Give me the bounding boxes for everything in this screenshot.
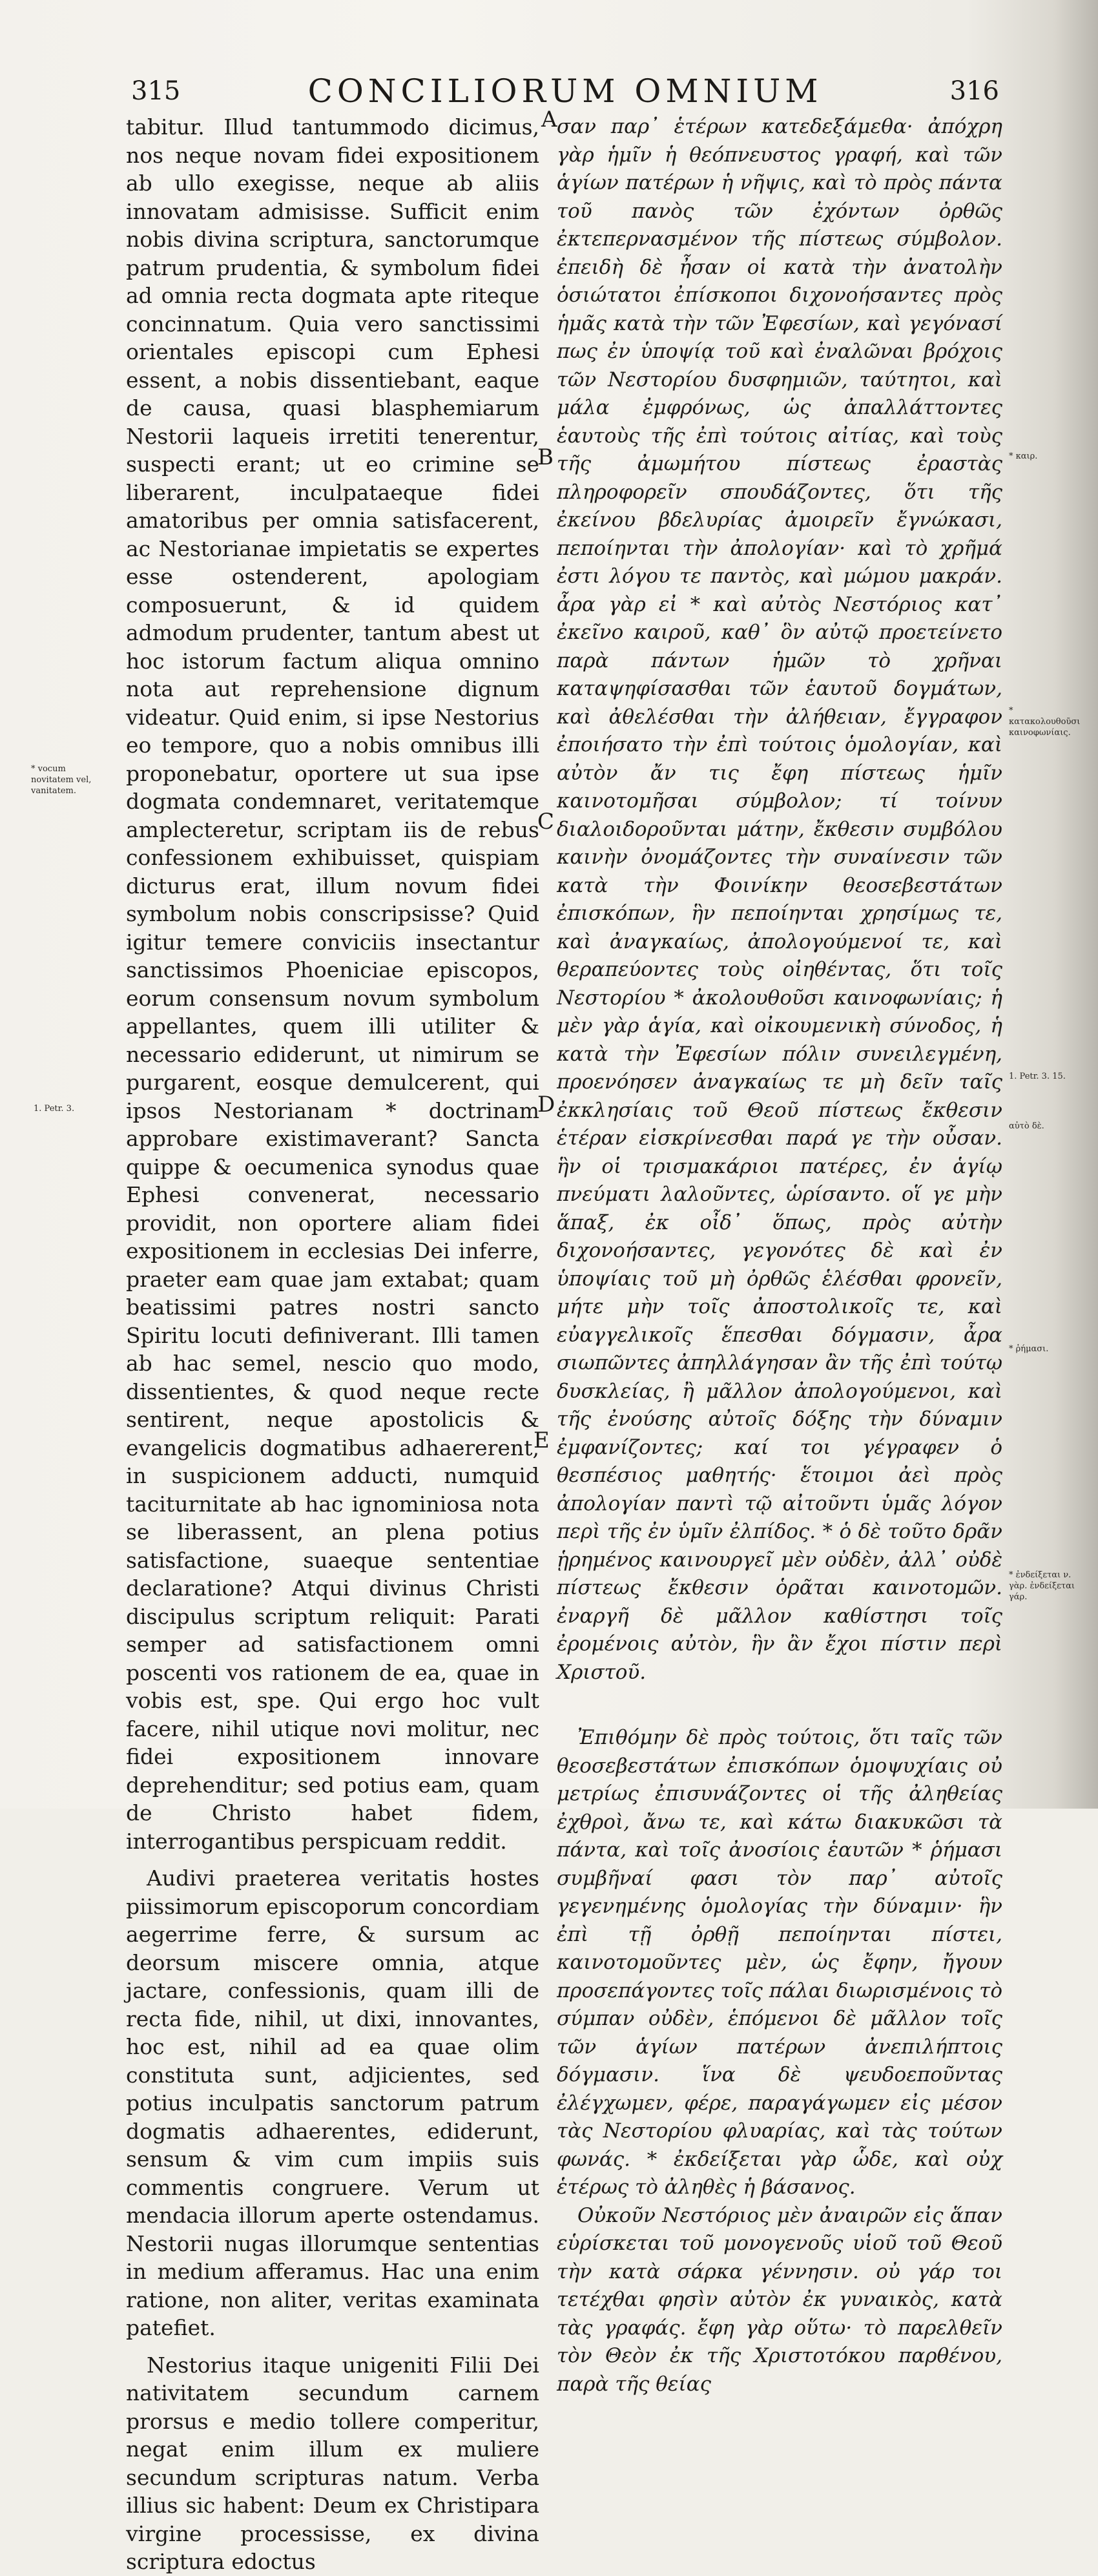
greek-column bbox=[557, 113, 1002, 2396]
section-marker-b: B bbox=[537, 444, 554, 470]
margin-note-right: αὐτὸ δὲ. bbox=[1009, 1121, 1044, 1131]
section-marker-d: D bbox=[537, 1092, 555, 1117]
margin-note-right: * ἐνδείξεται ν. γὰρ. ἐνδείξεται γάρ. bbox=[1009, 1570, 1075, 1602]
margin-note-right: 1. Petr. 3. 15. bbox=[1009, 1072, 1066, 1081]
margin-note-right: * κατακολουθοῦσι καινοφωνίαις. bbox=[1009, 706, 1081, 738]
margin-note-left: 1. Petr. 3. bbox=[34, 1104, 75, 1114]
margin-note-left: * vocum novitatem vel, vanitatem. bbox=[31, 764, 92, 796]
running-head bbox=[126, 72, 1004, 111]
section-marker-a: A bbox=[541, 107, 557, 132]
latin-column bbox=[126, 113, 539, 2574]
running-title: CONCILIORUM OMNIUM bbox=[307, 72, 823, 110]
margin-note-right: * καιρ. bbox=[1009, 452, 1038, 461]
margin-note-right: * ῥήμασι. bbox=[1009, 1344, 1049, 1354]
greek-paragraph: σαν παρ᾽ ἑτέρων κατεδεξάμεθα· ἀπόχρη γὰρ ἡμῖν ἡ θεόπνευστος γραφή, καὶ τῶν ἁγίων πατέρων ἡ νῆψις, καὶ τὸ πρὸς πάντα τοῦ πανὸς τῶν ἐχόντων ὀρθῶς ἐκτεπερνασμένον τῆς πίστεως σύμβολον. ἐπειδὴ δὲ ἦσαν οἱ κατὰ τὴν ἀνατολὴν ὁσιώτατοι ἐπίσκοποι διχονοήσαντες πρὸς ἡμᾶς κατὰ τὴν τῶν Ἐφεσίων, καὶ γεγόνασί πως ἐν ὑποψίᾳ τοῦ καὶ ἐναλῶναι βρόχοις τῶν Νεστορίου δυσφημιῶν, ταύτητοι, καὶ μάλα ἐμφρόνως, ὡς ἀπαλλάττοντες ἑαυτοὺς τῆς ἐπὶ τούτοις αἰτίας, καὶ τοὺς τῆς ἀμωμήτου πίστεως ἐραστὰς πληροφορεῖν σπουδάζοντες, ὅτι τῆς ἐκείνου βδελυρίας ἀμοιρεῖν ἔγνώκασι, πεποίηνται τὴν ἀπολογίαν· καὶ τὸ χρῆμά ἐστι λόγου τε παντὸς, καὶ μώμου μακράν. ἆρα γὰρ εἰ * καὶ αὐτὸς Νεστόριος κατ᾽ ἐκεῖνο καιροῦ, καθ᾽ ὃν αὐτῷ προετείνετο παρὰ πάντων ἡμῶν τὸ χρῆναι καταψηφίσασθαι τῶν ἑαυτοῦ δογμάτων, καὶ ἀθελέσθαι τὴν ἀλήθειαν, ἔγγραφον ἐποιήσατο τὴν ἐπὶ τούτοις ὁμολογίαν, καὶ αὐτὸν ἄν τις ἔφη πίστεως ἡμῖν καινοτομῆσαι σύμβολον; τί τοίνυν διαλοιδοροῦνται μάτην, ἔκθεσιν συμβόλου καινὴν ὀνομάζοντες τὴν συναίνεσιν τῶν κατὰ τὴν Φοινίκην θεοσεβεστάτων ἐπισκόπων, ἣν πεποίηνται χρησίμως τε, καὶ ἀναγκαίως, ἀπολογούμενοί τε, καὶ θεραπεύοντες τοὺς οἰηθέντας, ὅτι τοῖς Νεστορίου * ἀκολουθοῦσι καινοφωνίαις; ἡ μὲν γὰρ ἁγία, καὶ οἰκουμενικὴ σύνοδος, ἡ κατὰ τὴν Ἐφεσίων πόλιν συνειλεγμένη, προενόησεν ἀναγκαίως τε μὴ δεῖν ταῖς ἐκκλησίαις τοῦ Θεοῦ πίστεως ἔκθεσιν ἑτέραν εἰσκρίνεσθαι παρά γε τὴν οὖσαν. ἣν οἱ τρισμακάριοι πατέρες, ἐν ἁγίῳ πνεύματι λαλοῦντες, ὡρίσαντο. οἵ γε μὴν ἅπαξ, ἐκ οἶδ᾽ ὅπως, πρὸς αὐτὴν διχονοήσαντες, γεγονότες δὲ καὶ ἐν ὑποψίαις τοῦ μὴ ὀρθῶς ἑλέσθαι φρονεῖν, μήτε μὴν τοῖς ἀποστολικοῖς τε, καὶ εὐαγγελικοῖς ἕπεσθαι δόγμασιν, ἆρα σιωπῶντες ἀπηλλάγησαν ἂν τῆς ἐπὶ τούτῳ δυσκλείας, ἢ μᾶλλον ἀπολογούμενοι, καὶ τῆς ἐνούσης αὐτοῖς δόξης τὴν δύναμιν ἐμφανίζοντες; καί τοι γέγραφεν ὁ θεσπέσιος μαθητής· ἕτοιμοι ἀεὶ πρὸς ἀπολογίαν παντὶ τῷ αἰτοῦντι ὑμᾶς λόγον περὶ τῆς ἐν ὑμῖν ἐλπίδος. * ὁ δὲ τοῦτο δρᾶν ᾑρημένος καινουργεῖ μὲν οὐδὲν, ἀλλ᾽ οὐδὲ πίστεως ἔκθεσιν ὁρᾶται καινοτομῶν. ἐναργῆ δὲ μᾶλλον καθίστησι τοῖς ἐρομένοις αὐτὸν, ἣν ἂν ἔχοι πίστιν περὶ Χριστοῦ. bbox=[557, 115, 1002, 1684]
greek-paragraph: Οὐκοῦν Νεστόριος μὲν ἀναιρῶν εἰς ἅπαν εὑρίσκεται τοῦ μονογενοῦς υἱοῦ τοῦ Θεοῦ τὴν κατὰ σάρκα γέννησιν. οὐ γάρ τοι τετέχθαι φησὶν αὐτὸν ἐκ γυναικὸς, κατὰ τὰς γραφάς. ἔφη γὰρ οὕτω· τὸ παρελθεῖν τὸν Θεὸν ἐκ τῆς Χριστοτόκου παρθένου, παρὰ τῆς θείας bbox=[557, 2203, 1002, 2396]
latin-paragraph: Audivi praeterea veritatis hostes piissimorum episcoporum concordiam aegerrime ferre, & sursum ac deorsum miscere omnia, atque jactare, confessionis, quam illi de recta fide, nihil, ut dixi, innovantes, hoc est, nihil ad ea quae olim constituta sunt, adjicientes, sed potius inculpatis sanctorum patrum dogmatis adhaerentes, ediderunt, sensum & vim cum impiis suis commentis congruere. Verum ut mendacia illorum aperte ostendamus. Nestorii nugas illorumque sententias in medium afferamus. Hac una enim ratione, non aliter, veritas examinata patefiet. bbox=[126, 1865, 539, 2340]
latin-paragraph: Nestorius itaque unigeniti Filii Dei nativitatem secundum carnem prorsus e medio tollere comperitur, negat enim illum ex muliere secundum scripturas natum. Verba illius sic habent: Deum ex Christipara virgine processisse, ex divina scriptura edoctus bbox=[126, 2352, 539, 2574]
section-marker-e: E bbox=[533, 1428, 550, 1453]
page-number-left: 315 bbox=[131, 76, 181, 106]
greek-paragraph: Ἐπιθόμην δὲ πρὸς τούτοις, ὅτι ταῖς τῶν θεοσεβεστάτων ἐπισκόπων ὁμοψυχίαις οὐ μετρίως ἐπισυνάζοντες οἱ τῆς ἀληθείας ἐχθροὶ, ἄνω τε, καὶ κάτω διακυκῶσι τὰ πάντα, καὶ τοῖς ἀνοσίοις ἑαυτῶν * ῥήμασι συμβῆναί φασι τὸν παρ᾽ αὐτοῖς γεγενημένης ὁμολογίας τὴν δύναμιν· ἣν ἐπὶ τῇ ὀρθῇ πεποίηνται πίστει, καινοτομοῦντες μὲν, ὡς ἔφην, ἤγουν προσεπάγοντες τοῖς πάλαι διωρισμένοις τὸ σύμπαν οὐδὲν, ἑπόμενοι δὲ μᾶλλον τοῖς τῶν ἁγίων πατέρων ἀνεπιλήπτοις δόγμασιν. ἵνα δὲ ψευδοεποῦντας ἐλέγχωμεν, φέρε, παραγάγωμεν εἰς μέσον τὰς Νεστορίου φλυαρίας, καὶ τὰς τούτων φωνάς. * ἐκδείξεται γὰρ ὧδε, καὶ οὐχ ἑτέρως τὸ ἀληθὲς ἡ βάσανος. bbox=[557, 1726, 1002, 2199]
section-marker-c: C bbox=[537, 809, 555, 835]
page-number-right: 316 bbox=[949, 76, 999, 106]
latin-paragraph: tabitur. Illud tantummodo dicimus, nos neque novam fidei expositionem ab ullo exegisse, neque ab aliis innovatam admisisse. Sufficit enim nobis divina scriptura, sanctorumque patrum prudentia, & symbolum fidei ad omnia recta dogmata apte riteque concinnatum. Quia vero sanctissimi orientales episcopi cum Ephesi essent, a nobis dissentiebant, eaque de causa, quasi blasphemiarum Nestorii laqueis irretiti tenerentur, suspecti erant; ut eo crimine se liberarent, inculpataeque fidei amatoribus per omnia satisfacerent, ac Nestorianae impietatis se expertes esse ostenderent, apologiam composuerunt, & id quidem admodum prudenter, tantum abest ut hoc istorum factum aliqua omnino nota aut reprehensione dignum videatur. Quid enim, si ipse Nestorius eo tempore, quo a nobis omnibus illi proponebatur, oportere ut sua ipse dogmata condemnaret, veritatemque amplecteretur, scriptam iis de rebus confessionem exhibuisset, quispiam dicturus erat, illum novum fidei symbolum nobis conscripsisse? Quid igitur temere conviciis insectantur sanctissimos Phoeniciae episcopos, eorum consensum novum symbolum appellantes, quem illi utiliter & necessario ediderunt, ut nimirum se purgarent, eosque demulcerent, qui ipsos Nestorianam * doctrinam approbare existimaverant? Sancta quippe & oecumenica synodus quae Ephesi convenerat, necessario providit, non oportere aliam fidei expositionem in ecclesias Dei inferre, praeter eam quae jam extabat; quam beatissimi patres nostri sancto Spiritu locuti definiverant. Illi tamen ab hac semel, nescio quo modo, dissentientes, & quod neque recte sentirent, neque apostolicis & evangelicis dogmatibus adhaererent, in suspicionem adducti, numquid taciturnitate ab hac ignominiosa nota se liberassent, an plena potius satisfactione, suaeque sententiae declaratione? Atqui divinus Christi discipulus scriptum reliquit: Parati semper ad satisfactionem omni poscenti vos rationem de ea, quae in vobis est, spe. Qui ergo hoc vult facere, nihil utique novi molitur, nec fidei expositionem innovare deprehenditur; sed potius eam, quam de Christo habet fidem, interrogantibus perspicuam reddit. bbox=[126, 114, 539, 1854]
